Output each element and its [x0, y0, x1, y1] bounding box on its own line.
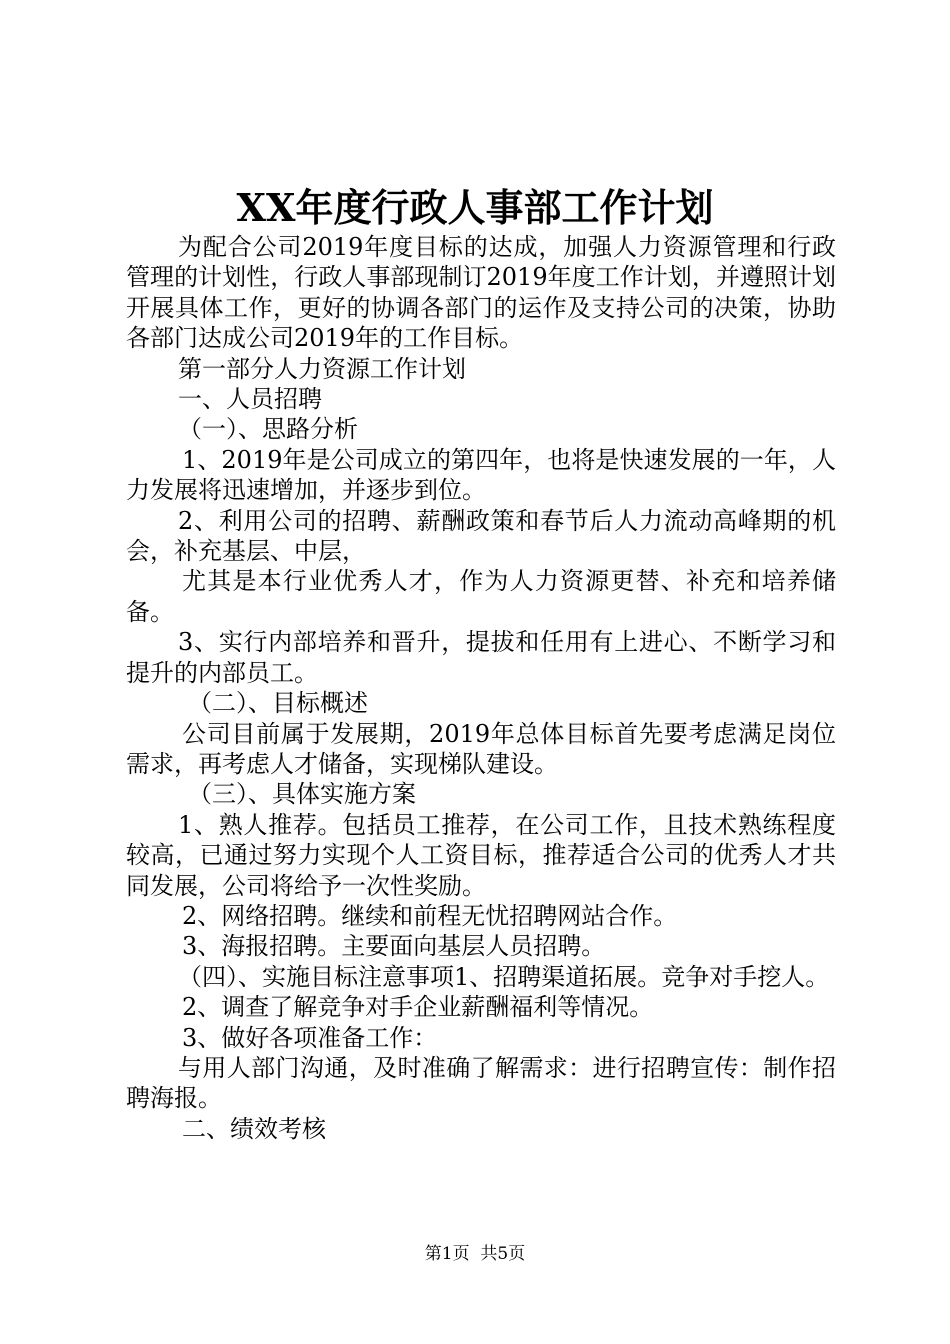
paragraph: 3、做好各项准备工作：	[182, 1023, 438, 1052]
page-footer: 第1页 共5页	[424, 1244, 526, 1264]
paragraph: 与用人部门沟通，及时准确了解需求：进行招聘宣传：制作招聘海报。	[126, 1053, 836, 1113]
paragraph: 3、海报招聘。主要面向基层人员招聘。	[182, 932, 606, 961]
paragraph: （一）、思路分析	[178, 415, 358, 444]
paragraph: （三）、具体实施方案	[188, 780, 416, 809]
document-body	[126, 232, 836, 1144]
paragraph: 1、熟人推荐。包括员工推荐，在公司工作，且技术熟练程度较高，已通过努力实现个人工资目标，推荐适合公司的优秀人才共同发展，公司将给予一次性奖励。	[126, 810, 836, 900]
paragraph: 1、2019年是公司成立的第四年，也将是快速发展的一年，人力发展将迅速增加，并逐步到位。	[126, 445, 836, 505]
paragraph: 第一部分人力资源工作计划	[178, 354, 466, 383]
document-title: XX年度行政人事部工作计划	[236, 185, 714, 230]
paragraph: 二、绩效考核	[182, 1114, 326, 1143]
paragraph: （四）、实施目标注意事项1、招聘渠道拓展。竞争对手挖人。	[178, 962, 830, 991]
paragraph: 3、实行内部培养和晋升，提拔和任用有上进心、不断学习和提升的内部员工。	[126, 628, 836, 687]
paragraph: 2、调查了解竞争对手企业薪酬福利等情况。	[182, 993, 654, 1022]
paragraph: （二）、目标概述	[188, 689, 368, 718]
paragraph: 2、利用公司的招聘、薪酬政策和春节后人力流动高峰期的机会，补充基层、中层，	[126, 506, 836, 566]
paragraph: 尤其是本行业优秀人才，作为人力资源更替、补充和培养储备。	[126, 567, 836, 626]
paragraph: 2、网络招聘。继续和前程无忧招聘网站合作。	[182, 901, 678, 930]
paragraph: 为配合公司2019年度目标的达成，加强人力资源管理和行政管理的计划性，行政人事部现制订2019年度工作计划，并遵照计划开展具体工作，更好的协调各部门的运作及支持公司的决策，协助各部门达成公司2019年的工作目标。	[126, 233, 836, 353]
paragraph: 一、人员招聘	[178, 385, 322, 414]
paragraph: 公司目前属于发展期，2019年总体目标首先要考虑满足岗位需求，再考虑人才储备，实现梯队建设。	[126, 719, 836, 778]
